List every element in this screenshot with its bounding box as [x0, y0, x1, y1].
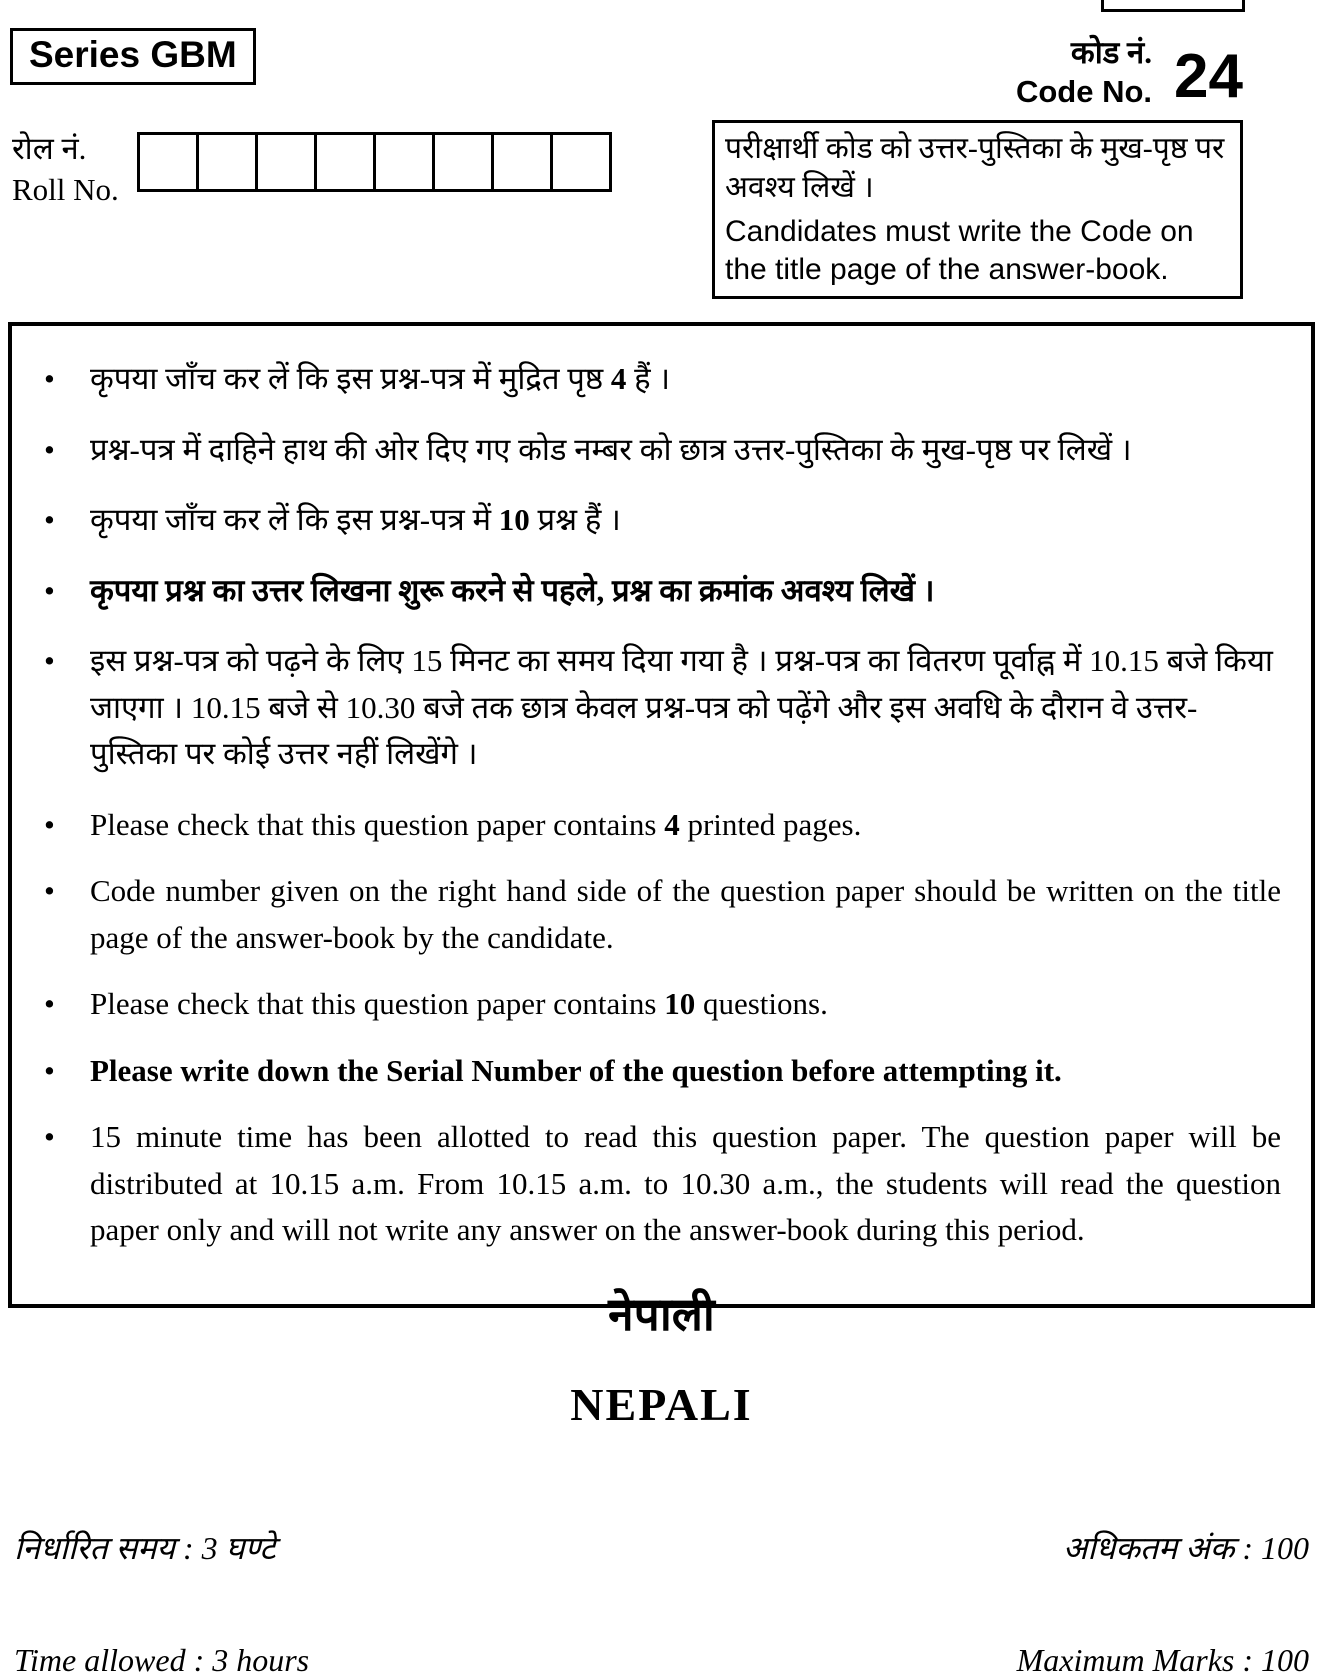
instructions-box — [8, 322, 1315, 1308]
roll-label-hindi: रोल नं. — [12, 131, 87, 166]
instructions-list — [12, 356, 1281, 1254]
code-label-english: Code No. — [1015, 73, 1153, 109]
subject-title-hindi: नेपाली — [608, 1289, 715, 1340]
instruction-item — [12, 868, 1281, 961]
instruction-item — [12, 1114, 1281, 1254]
roll-number-cell — [137, 132, 199, 192]
instruction-text: कृपया जाँच कर लें कि इस प्रश्न-पत्र में — [90, 502, 499, 537]
subject-title-english: NEPALI — [570, 1379, 753, 1430]
roll-number-cell — [196, 132, 258, 192]
notice-text-hindi: परीक्षार्थी कोड को उत्तर-पुस्तिका के मुख-पृष्ठ पर अवश्य लिखें । — [725, 132, 1225, 204]
roll-label-english: Roll No. — [12, 172, 119, 208]
roll-number-cell — [432, 132, 494, 192]
code-labels — [1016, 34, 1152, 112]
instruction-text: प्रश्न हैं । — [529, 502, 621, 537]
instruction-text: questions. — [695, 986, 828, 1021]
maximum-marks-hindi: अधिकतम अंक : 100 — [1062, 1530, 1309, 1566]
roll-number-cell — [550, 132, 612, 192]
instruction-text: Please write down the Serial Number of the question before attempting it. — [90, 1052, 1062, 1088]
series-label: Series GBM — [29, 34, 237, 75]
instruction-text: Please check that this question paper contains — [90, 806, 665, 842]
roll-number-cell — [255, 132, 317, 192]
instruction-text: 10 — [664, 986, 696, 1021]
notice-text-english: Candidates must write the Code on the title page of the answer-book. — [725, 215, 1194, 286]
roll-number-boxes — [137, 132, 612, 192]
instruction-item — [12, 356, 1281, 403]
code-notice-box — [712, 120, 1243, 299]
roll-number-cell — [373, 132, 435, 192]
instruction-text: प्रश्न-पत्र में दाहिने हाथ की ओर दिए गए कोड नम्बर को छात्र उत्तर-पुस्तिका के मुख-पृष्ठ पर लिखें । — [90, 431, 1132, 467]
instruction-item — [12, 497, 1281, 544]
instruction-text: 10 — [498, 502, 530, 537]
instruction-text: कृपया प्रश्न का उत्तर लिखना शुरू करने से पहले, प्रश्न का क्रमांक अवश्य लिखें । — [90, 572, 935, 608]
code-number: 24 — [1174, 42, 1243, 111]
instruction-text: Code number given on the right hand side of the question paper should be written on the title page of the answer-book by the candidate. — [90, 873, 1281, 955]
corner-box — [1101, 0, 1245, 12]
time-allowed-hindi: निर्धारित समय : 3 घण्टे — [14, 1530, 276, 1566]
instruction-text: printed pages. — [679, 806, 862, 842]
roll-number-cell — [491, 132, 553, 192]
roll-number-cell — [314, 132, 376, 192]
roll-labels — [12, 130, 119, 212]
instruction-text: 4 — [664, 806, 680, 842]
code-area — [1016, 34, 1243, 112]
series-box — [10, 28, 256, 85]
instruction-item — [12, 638, 1281, 778]
title-block — [0, 1282, 1323, 1431]
instruction-text: हैं । — [626, 361, 671, 396]
code-label-hindi: कोड नं. — [1070, 35, 1153, 70]
footer-hindi-row — [14, 1526, 1309, 1569]
footer-english-row — [14, 1642, 1309, 1675]
instruction-text: 4 — [610, 361, 627, 396]
instruction-text: 15 minute time has been allotted to read this question paper. The question paper will be distributed at 10.15 a.m. From 10.15 a.m. to 10.30 a.m., the students will read the question paper only and will not write any answer on the answer-book during this period. — [90, 1119, 1281, 1247]
time-allowed-english: Time allowed : 3 hours — [14, 1642, 310, 1675]
instruction-text: इस प्रश्न-पत्र को पढ़ने के लिए 15 मिनट का समय दिया गया है । प्रश्न-पत्र का वितरण पूर्वाह्न में 10.15 बजे किया जाएगा । 10.15 बजे से 10.30 बजे तक छात्र केवल प्रश्न-पत्र को पढ़ेंगे और इस अवधि के दौरान वे उत्तर-पुस्तिका पर कोई उत्तर नहीं लिखेंगे । — [90, 643, 1273, 771]
instruction-item — [12, 1048, 1281, 1095]
instruction-item — [12, 802, 1281, 849]
instruction-item — [12, 568, 1281, 615]
instruction-text: Please check that this question paper contains — [90, 986, 665, 1021]
maximum-marks-english: Maximum Marks : 100 — [1016, 1642, 1309, 1675]
instruction-item — [12, 981, 1281, 1028]
instruction-item — [12, 427, 1281, 474]
instruction-text: कृपया जाँच कर लें कि इस प्रश्न-पत्र में मुद्रित पृष्ठ — [90, 361, 611, 396]
